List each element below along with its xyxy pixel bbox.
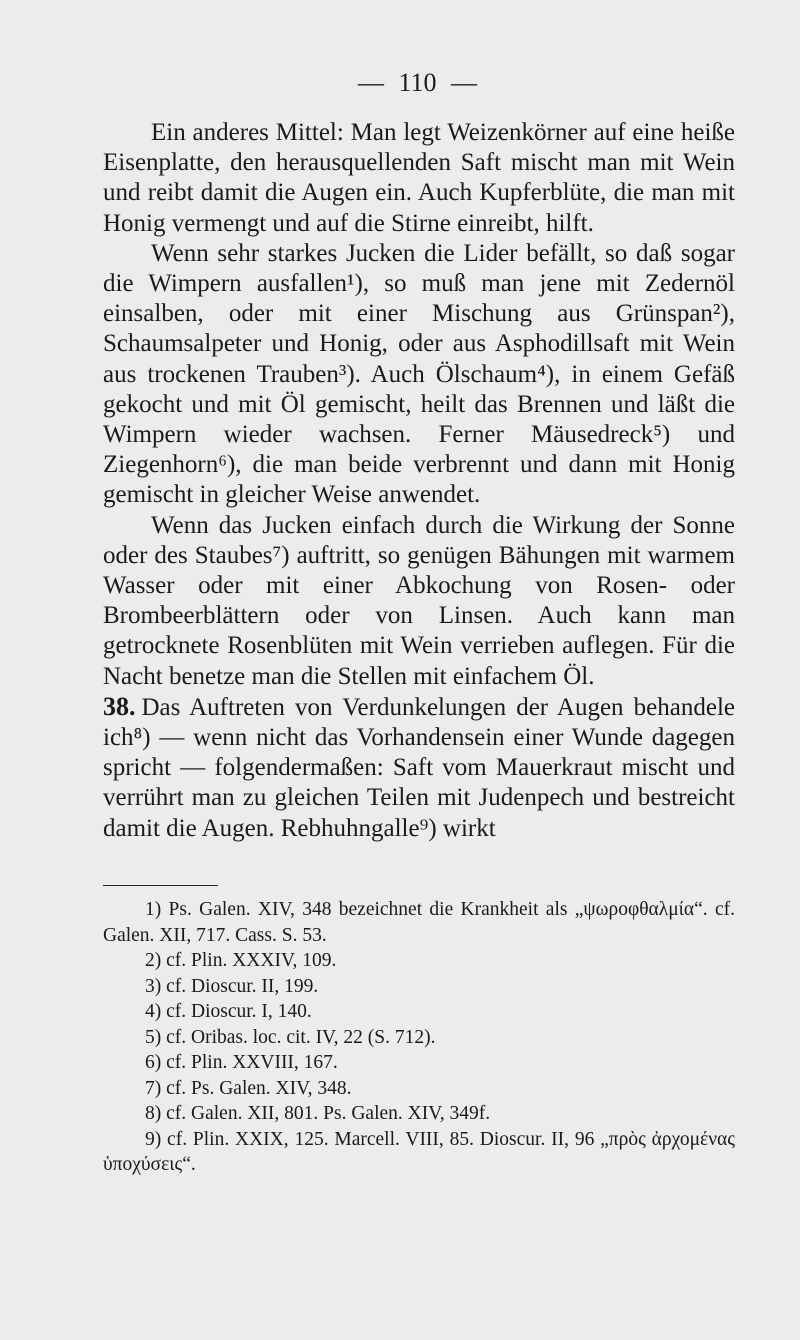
page-number: — 110 —: [357, 68, 478, 97]
footnote: 4) cf. Dioscur. I, 140.: [145, 1001, 312, 1022]
footnote: 1) Ps. Galen. XIV, 348 bezeichnet die Krankheit als „ψωροφθαλμία“. cf. Galen. XII, 717. Cass. S. 53.: [103, 899, 735, 946]
footnote: 8) cf. Galen. XII, 801. Ps. Galen. XIV, 349f.: [145, 1103, 491, 1124]
section-paragraph: [103, 692, 735, 844]
footnote-divider: [103, 885, 218, 886]
footnotes: [103, 897, 735, 1178]
paragraph: Ein anderes Mittel: Man legt Weizenkörner auf eine heiße Eisenplatte, den herausquellenden Saft mischt man mit Wein und reibt damit die Augen ein. Auch Kupferblüte, die man mit Honig vermengt und auf die Stirne einreibt, hilft.: [103, 119, 735, 237]
footnote: 2) cf. Plin. XXXIV, 109.: [145, 950, 337, 971]
footnote: 5) cf. Oribas. loc. cit. IV, 22 (S. 712).: [145, 1026, 436, 1048]
section-text: Das Auftreten von Verdunkelungen der Augen behandele ich⁸) — wenn nicht das Vorhandensein einer Wunde dagegen spricht — folgendermaßen: Saft vom Mauerkraut mischt und verrührt man zu gleichen Teilen mit Judenpech und bestreicht damit die Augen. Rebhuhngalle⁹) wirkt: [103, 693, 735, 842]
main-text: [103, 118, 735, 844]
paragraph: Wenn sehr starkes Jucken die Lider befällt, so daß sogar die Wimpern ausfallen¹), so muß man jene mit Zedernöl einsalben, oder mit einer Mischung aus Grünspan²), Schaumsalpeter und Honig, oder aus Asphodillsaft mit Wein aus trockenen Trauben³). Auch Ölschaum⁴), in einem Gefäß gekocht und mit Öl gemischt, heilt das Brennen und läßt die Wimpern wieder wachsen. Ferner Mäusedreck⁵) und Ziegenhorn⁶), die man beide verbrennt und dann mit Honig gemischt in gleicher Weise anwendet.: [103, 239, 735, 509]
footnote: 7) cf. Ps. Galen. XIV, 348.: [145, 1077, 352, 1099]
section-number: 38.: [103, 691, 136, 721]
footnote: 9) cf. Plin. XXIX, 125. Marcell. VIII, 85. Dioscur. II, 96 „πρὸς ἀρχομένας ὑποχύσεις“.: [103, 1128, 735, 1175]
footnote: 3) cf. Dioscur. II, 199.: [145, 975, 319, 997]
paragraph: Wenn das Jucken einfach durch die Wirkung der Sonne oder des Staubes⁷) auftritt, so genügen Bähungen mit warmem Wasser oder mit einer Abkochung von Rosen- oder Brombeerblättern oder von Linsen. Auch kann man getrocknete Rosenblüten mit Wein verrieben auflegen. Für die Nacht benetze man die Stellen mit einfachem Öl.: [103, 511, 735, 690]
footnote: 6) cf. Plin. XXVIII, 167.: [145, 1052, 338, 1073]
